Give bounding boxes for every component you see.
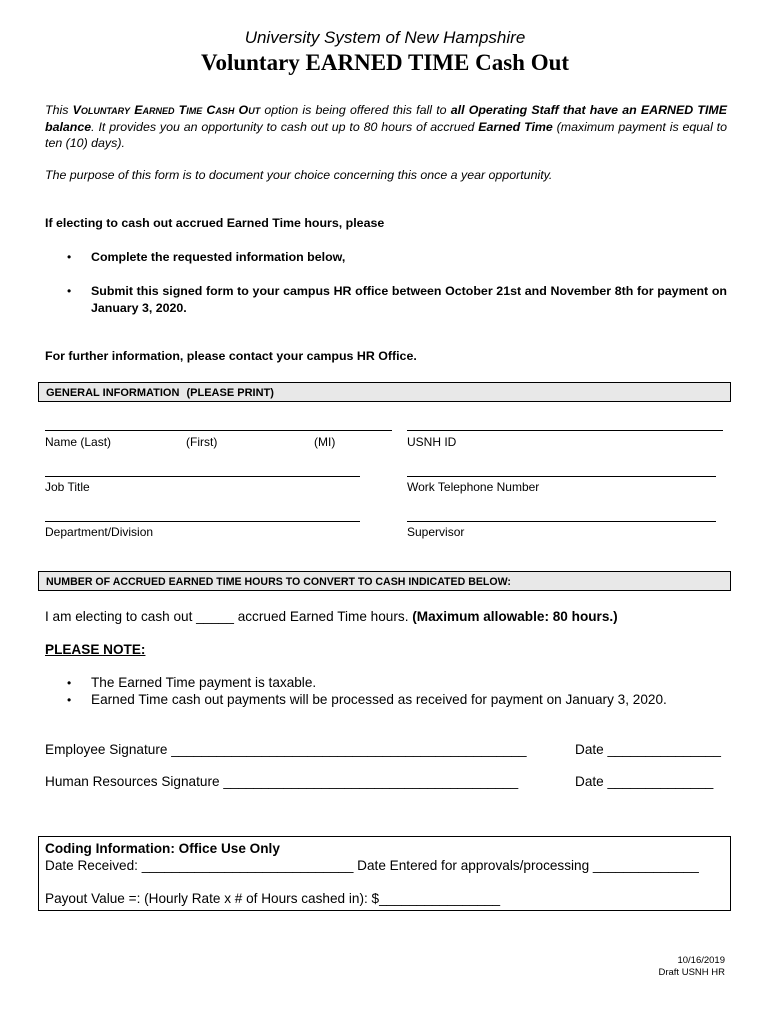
hours-statement: [45, 609, 618, 624]
date-received-field[interactable]: Date Received: ____________________________ Date Entered for approvals/processing ______________: [45, 858, 699, 873]
instruction-bullet: Complete the requested information below,: [91, 250, 346, 264]
section-heading-note: (PLEASE PRINT): [186, 387, 274, 399]
usnh-id-field-line[interactable]: [407, 430, 723, 431]
instruction-bullet: Submit this signed form to your campus HR office between October 21st and November 8th for payment on January 3, 2020.: [91, 284, 727, 315]
purpose-paragraph: The purpose of this form is to document your choice concerning this once a year opportunity.: [45, 168, 553, 182]
hours-maximum: (Maximum allowable: 80 hours.): [412, 609, 618, 624]
job-title-label: Job Title: [45, 480, 90, 494]
contact-text: For further information, please contact your campus HR Office.: [45, 349, 417, 363]
bullet-icon: •: [67, 676, 72, 690]
name-mi-label: (MI): [314, 435, 336, 449]
instructions-lead: If electing to cash out accrued Earned Time hours, please: [45, 216, 385, 230]
coding-heading: Coding Information: Office Use Only: [45, 841, 280, 856]
bullet-icon: •: [67, 693, 72, 707]
employee-signature-field[interactable]: Employee Signature _______________________________________________: [45, 742, 527, 757]
section-heading: GENERAL INFORMATION: [46, 387, 180, 399]
note-item: Earned Time cash out payments will be processed as received for payment on January 3, 2020.: [91, 692, 667, 707]
job-title-field-line[interactable]: [45, 476, 360, 477]
supervisor-label: Supervisor: [407, 525, 465, 539]
department-field-line[interactable]: [45, 521, 360, 522]
work-phone-label: Work Telephone Number: [407, 480, 540, 494]
intro-text: option is being offered this fall to: [260, 103, 451, 117]
please-note-heading: PLEASE NOTE:: [45, 642, 146, 657]
intro-text: . It provides you an opportunity to cash out up to 80 hours of accrued: [91, 119, 479, 134]
intro-earned-time: Earned Time: [478, 119, 553, 134]
payout-value-field[interactable]: Payout Value =: (Hourly Rate x # of Hours cashed in): $________________: [45, 891, 501, 906]
work-phone-field-line[interactable]: [407, 476, 716, 477]
intro-option-name: Voluntary Earned Time Cash Out: [72, 103, 261, 117]
footer-draft-label: Draft USNH HR: [658, 967, 725, 978]
footer-date: 10/16/2019: [677, 955, 725, 966]
name-field-line[interactable]: [45, 430, 392, 431]
hours-statement-text: I am electing to cash out _____ accrued Earned Time hours.: [45, 609, 413, 624]
intro-paragraph: [45, 102, 727, 152]
form-title: Voluntary EARNED TIME Cash Out: [200, 50, 570, 75]
general-info-header: [38, 382, 731, 402]
institution-name: University System of New Hampshire: [244, 28, 526, 47]
intro-eligibility: all Operating Staff that have an EARNED TIME balance: [45, 103, 727, 134]
department-label: Department/Division: [45, 525, 154, 539]
name-last-label: Name (Last): [45, 435, 112, 449]
supervisor-field-line[interactable]: [407, 521, 716, 522]
usnh-id-label: USNH ID: [407, 435, 457, 449]
intro-text: This: [45, 103, 73, 117]
intro-text: (maximum payment is equal to ten (10) days).: [45, 119, 728, 150]
hr-signature-field[interactable]: Human Resources Signature _______________________________________: [45, 774, 519, 789]
hr-date-field[interactable]: Date ______________: [575, 774, 714, 789]
hours-section-header: NUMBER OF ACCRUED EARNED TIME HOURS TO CONVERT TO CASH INDICATED BELOW:: [38, 571, 731, 591]
employee-date-field[interactable]: Date _______________: [575, 742, 721, 757]
note-item: The Earned Time payment is taxable.: [91, 675, 317, 690]
footer: [658, 955, 725, 979]
bullet-icon: •: [67, 250, 72, 264]
bullet-icon: •: [67, 284, 72, 298]
name-first-label: (First): [186, 435, 218, 449]
